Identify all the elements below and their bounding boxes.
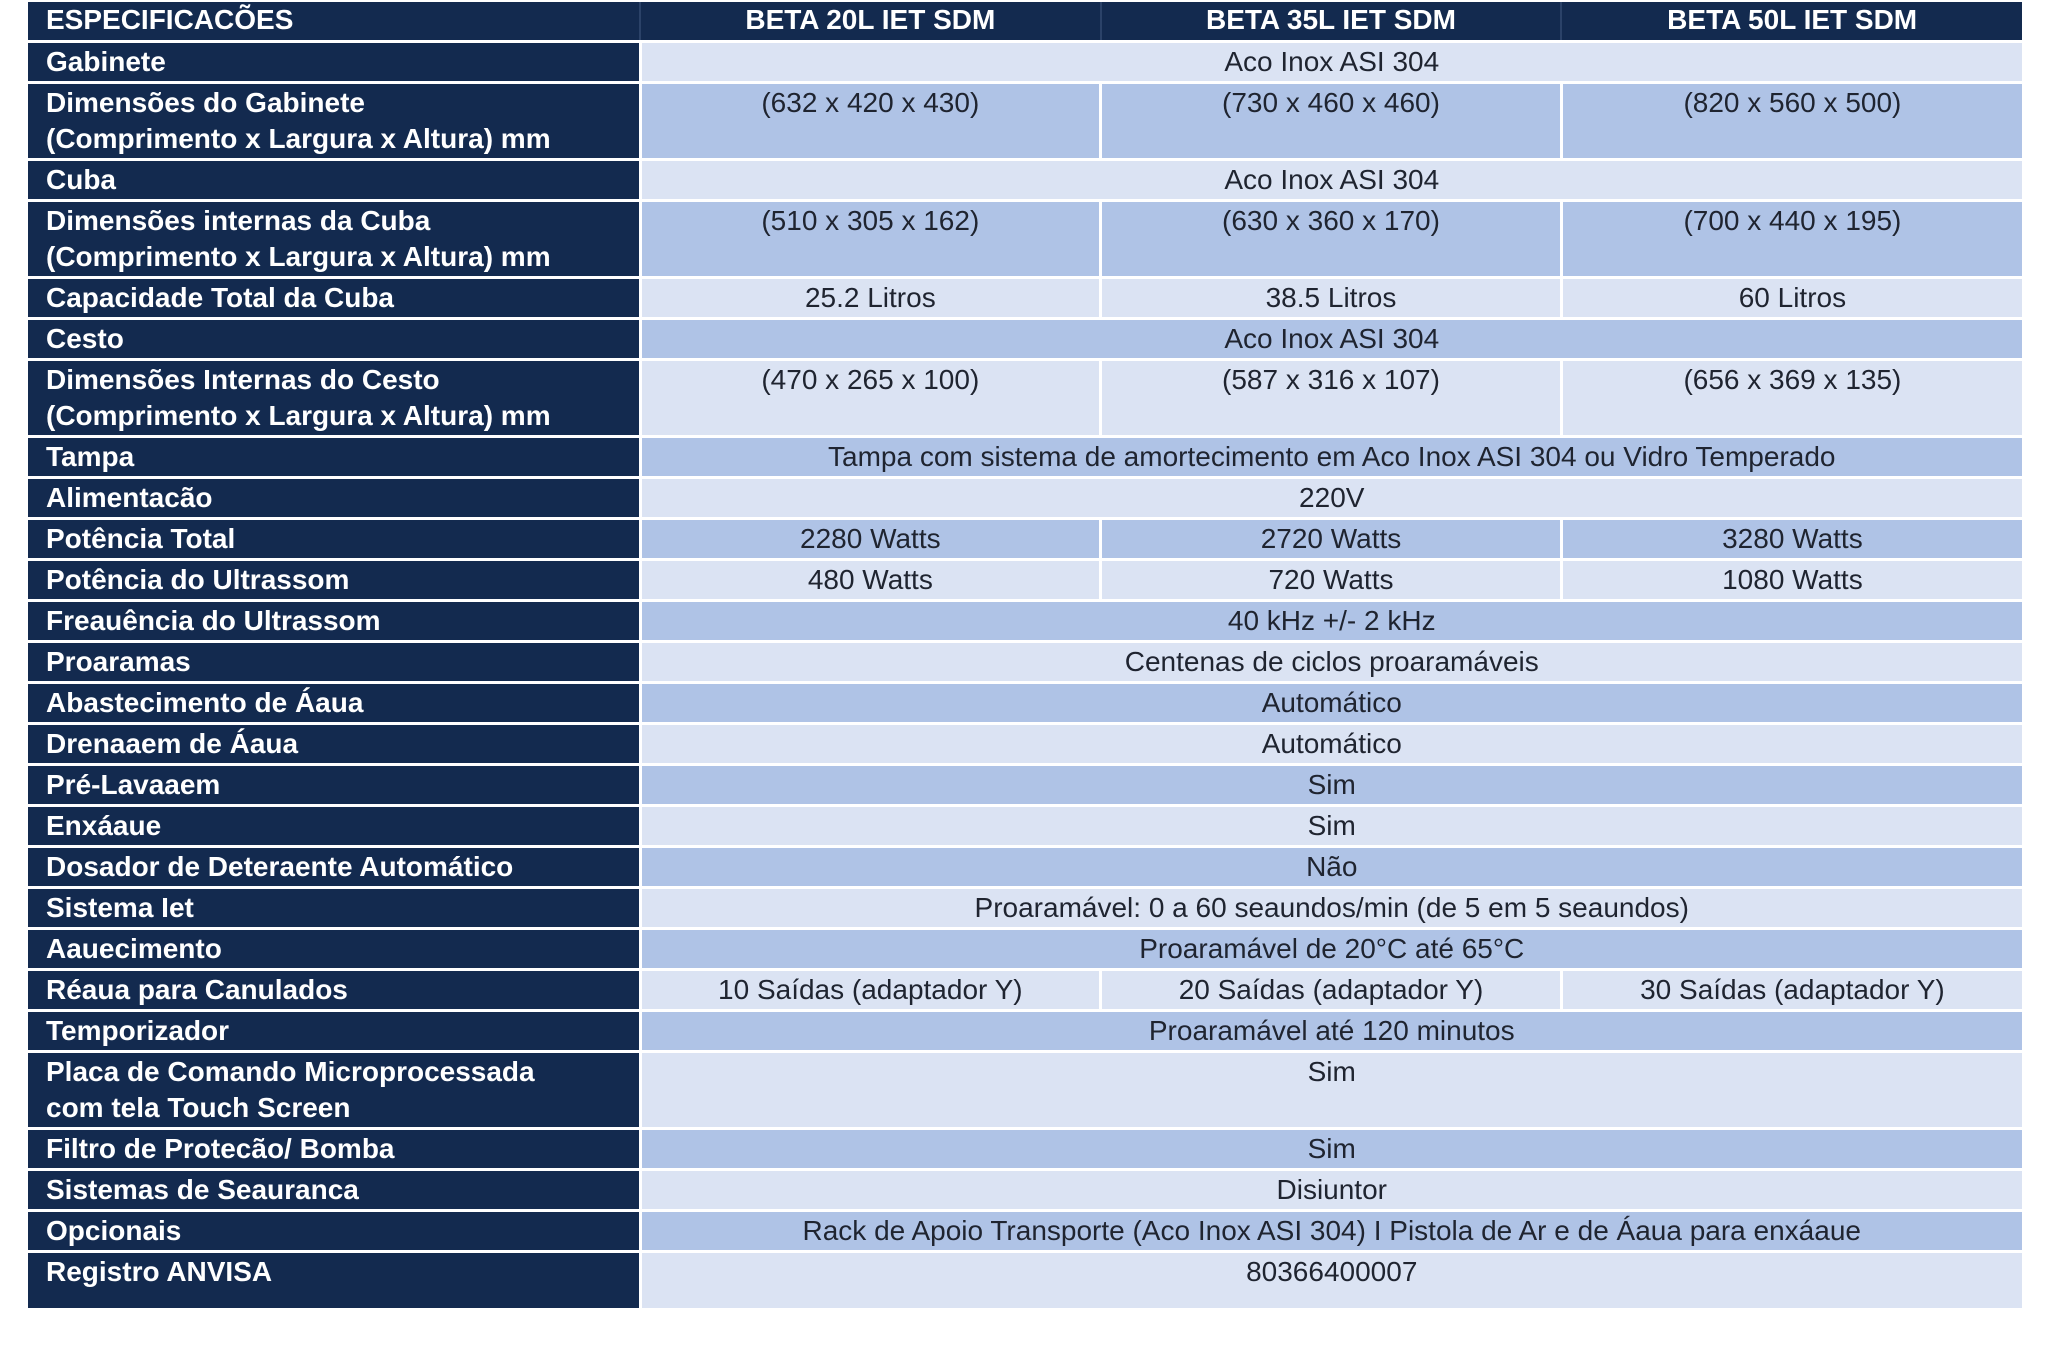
spec-value-model-2 bbox=[1101, 559, 1562, 600]
spec-label bbox=[28, 1010, 640, 1051]
spec-value-text: 3280 Watts bbox=[1722, 522, 1863, 554]
spec-value-all-models bbox=[640, 887, 2022, 928]
spec-value-text: 2280 Watts bbox=[800, 522, 941, 554]
spec-value-text: 2720 Watts bbox=[1260, 522, 1402, 554]
spec-value-text: Centenas de ciclos proaramáveis bbox=[1124, 645, 1539, 677]
spec-row bbox=[28, 559, 2022, 600]
spec-value-model-1 bbox=[640, 559, 1101, 600]
spec-row bbox=[28, 277, 2022, 318]
spec-value-all-models bbox=[640, 436, 2022, 477]
spec-value-model-3 bbox=[1561, 200, 2022, 277]
spec-row bbox=[28, 682, 2022, 723]
spec-value-model-1 bbox=[640, 969, 1101, 1010]
spec-row bbox=[28, 200, 2022, 277]
spec-label bbox=[28, 723, 640, 764]
spec-value-text: (820 x 560 x 500) bbox=[1683, 86, 1902, 118]
spec-value-model-3 bbox=[1561, 277, 2022, 318]
spec-value-model-3 bbox=[1561, 969, 2022, 1010]
spec-row bbox=[28, 318, 2022, 359]
spec-value-text: 40 kHz +/- 2 kHz bbox=[1227, 604, 1436, 636]
spec-label bbox=[28, 682, 640, 723]
spec-value-model-3 bbox=[1561, 559, 2022, 600]
spec-value-text: 480 Watts bbox=[807, 563, 933, 595]
spec-label-line: Filtro de Protecão/ Bomba bbox=[46, 1132, 395, 1164]
spec-value-text: Sim bbox=[1307, 1132, 1356, 1164]
spec-row bbox=[28, 41, 2022, 82]
spec-label bbox=[28, 1210, 640, 1251]
spec-label-line: Sistemas de Seauranca bbox=[46, 1173, 359, 1205]
spec-label-line: Enxáaue bbox=[46, 809, 162, 841]
spec-value-text: 720 Watts bbox=[1268, 563, 1394, 595]
spec-row bbox=[28, 969, 2022, 1010]
header-model-20l: BETA 20L IET SDM bbox=[640, 2, 1101, 41]
spec-label bbox=[28, 805, 640, 846]
spec-label-line: (Comprimento x Largura x Altura) mm bbox=[46, 122, 551, 154]
spec-label-line: com tela Touch Screen bbox=[46, 1091, 351, 1123]
header-row bbox=[28, 2, 2022, 41]
spec-value-all-models bbox=[640, 682, 2022, 723]
spec-value-all-models bbox=[640, 846, 2022, 887]
spec-value-text: Proaramável de 20°C até 65°C bbox=[1139, 932, 1525, 964]
spec-row bbox=[28, 805, 2022, 846]
spec-label-line: Alimentacão bbox=[46, 481, 213, 513]
spec-row bbox=[28, 1051, 2022, 1128]
spec-value-all-models bbox=[640, 1128, 2022, 1169]
spec-row bbox=[28, 641, 2022, 682]
header-model-35l: BETA 35L IET SDM bbox=[1101, 2, 1562, 41]
spec-value-model-2 bbox=[1101, 518, 1562, 559]
spec-row bbox=[28, 518, 2022, 559]
spec-value-model-1 bbox=[640, 277, 1101, 318]
spec-value-text: Disiuntor bbox=[1276, 1173, 1387, 1205]
spec-label-line: Gabinete bbox=[46, 45, 166, 77]
spec-label-line: Sistema Iet bbox=[46, 891, 194, 923]
spec-row bbox=[28, 846, 2022, 887]
spec-label-line: Capacidade Total da Cuba bbox=[46, 281, 394, 313]
spec-row bbox=[28, 764, 2022, 805]
spec-label bbox=[28, 200, 640, 277]
spec-label-line: Aauecimento bbox=[46, 932, 222, 964]
spec-value-text: Aco Inox ASI 304 bbox=[1224, 322, 1440, 354]
spec-value-text: 220V bbox=[1299, 481, 1365, 513]
spec-value-all-models bbox=[640, 318, 2022, 359]
spec-value-text: Sim bbox=[1307, 809, 1356, 841]
spec-row bbox=[28, 600, 2022, 641]
spec-value-text: Automático bbox=[1261, 686, 1402, 718]
spec-row bbox=[28, 928, 2022, 969]
spec-value-text: 1080 Watts bbox=[1722, 563, 1863, 595]
spec-label-line: Temporizador bbox=[46, 1014, 230, 1046]
spec-label-line: Freauência do Ultrassom bbox=[46, 604, 381, 636]
spec-value-all-models bbox=[640, 723, 2022, 764]
spec-value-model-2 bbox=[1101, 82, 1562, 159]
spec-value-all-models bbox=[640, 1169, 2022, 1210]
spec-value-text: Tampa com sistema de amortecimento em Aco Inox ASI 304 ou Vidro Temperado bbox=[828, 440, 1836, 472]
header-specifications: ESPECIFICACÕES bbox=[28, 2, 640, 41]
spec-row bbox=[28, 887, 2022, 928]
spec-label bbox=[28, 41, 640, 82]
spec-value-text: (510 x 305 x 162) bbox=[761, 204, 980, 236]
spec-value-text: Sim bbox=[1307, 768, 1356, 800]
spec-value-text: (470 x 265 x 100) bbox=[761, 363, 980, 395]
spec-label-line: Potência do Ultrassom bbox=[46, 563, 350, 595]
spec-label-line: Cuba bbox=[46, 163, 116, 195]
spec-label bbox=[28, 1251, 640, 1308]
spec-label bbox=[28, 82, 640, 159]
spec-value-text: 38.5 Litros bbox=[1265, 281, 1397, 313]
spec-label-line: (Comprimento x Largura x Altura) mm bbox=[46, 399, 551, 431]
spec-label bbox=[28, 277, 640, 318]
spec-value-text: (700 x 440 x 195) bbox=[1683, 204, 1902, 236]
spec-label-line: Cesto bbox=[46, 322, 124, 354]
spec-value-all-models bbox=[640, 1251, 2022, 1308]
spec-label-line: Registro ANVISA bbox=[46, 1255, 273, 1287]
spec-value-model-1 bbox=[640, 518, 1101, 559]
spec-row bbox=[28, 436, 2022, 477]
spec-value-all-models bbox=[640, 764, 2022, 805]
spec-value-text: 25.2 Litros bbox=[804, 281, 936, 313]
spec-value-text: Sim bbox=[1307, 1055, 1356, 1087]
spec-value-model-2 bbox=[1101, 969, 1562, 1010]
spec-label-line: Pré-Lavaaem bbox=[46, 768, 221, 800]
spec-label-line: Proaramas bbox=[46, 645, 191, 677]
spec-value-all-models bbox=[640, 159, 2022, 200]
spec-row bbox=[28, 82, 2022, 159]
spec-value-text: (630 x 360 x 170) bbox=[1222, 204, 1440, 236]
spec-label-line: Dimensões Internas do Cesto bbox=[46, 363, 440, 395]
spec-row bbox=[28, 159, 2022, 200]
spec-value-model-1 bbox=[640, 359, 1101, 436]
spec-label bbox=[28, 1169, 640, 1210]
spec-value-model-1 bbox=[640, 200, 1101, 277]
spec-value-all-models bbox=[640, 805, 2022, 846]
spec-row bbox=[28, 1128, 2022, 1169]
specifications-table bbox=[28, 2, 2022, 1308]
spec-label bbox=[28, 1051, 640, 1128]
spec-value-text: Automático bbox=[1261, 727, 1402, 759]
spec-value-text: 60 Litros bbox=[1738, 281, 1847, 313]
spec-label bbox=[28, 928, 640, 969]
spec-label bbox=[28, 436, 640, 477]
spec-label bbox=[28, 318, 640, 359]
spec-row bbox=[28, 477, 2022, 518]
spec-value-text: 10 Saídas (adaptador Y) bbox=[718, 973, 1023, 1005]
spec-value-text: (632 x 420 x 430) bbox=[761, 86, 980, 118]
spec-row bbox=[28, 1251, 2022, 1308]
spec-label-line: Opcionais bbox=[46, 1214, 182, 1246]
spec-label-line: Potência Total bbox=[46, 522, 236, 554]
spec-value-text: (730 x 460 x 460) bbox=[1222, 86, 1440, 118]
spec-value-text: (656 x 369 x 135) bbox=[1683, 363, 1902, 395]
spec-value-text: Aco Inox ASI 304 bbox=[1224, 163, 1440, 195]
spec-label-line: Réaua para Canulados bbox=[46, 973, 348, 1005]
spec-label bbox=[28, 477, 640, 518]
spec-label-line: Abastecimento de Áaua bbox=[46, 686, 364, 718]
spec-label bbox=[28, 559, 640, 600]
spec-row bbox=[28, 1169, 2022, 1210]
spec-value-all-models bbox=[640, 1051, 2022, 1128]
spec-value-model-2 bbox=[1101, 277, 1562, 318]
spec-value-all-models bbox=[640, 1210, 2022, 1251]
spec-value-text: Rack de Apoio Transporte (Aco Inox ASI 304) I Pistola de Ar e de Áaua para enxáaue bbox=[802, 1214, 1861, 1246]
spec-value-all-models bbox=[640, 41, 2022, 82]
spec-label bbox=[28, 846, 640, 887]
spec-label bbox=[28, 969, 640, 1010]
spec-value-all-models bbox=[640, 477, 2022, 518]
spec-value-all-models bbox=[640, 641, 2022, 682]
spec-row bbox=[28, 1010, 2022, 1051]
spec-value-model-3 bbox=[1561, 359, 2022, 436]
spec-value-text: 80366400007 bbox=[1246, 1255, 1418, 1287]
spec-label-line: (Comprimento x Largura x Altura) mm bbox=[46, 240, 551, 272]
spec-label bbox=[28, 518, 640, 559]
spec-row bbox=[28, 359, 2022, 436]
spec-label bbox=[28, 359, 640, 436]
specifications-body bbox=[28, 41, 2022, 1308]
spec-value-model-3 bbox=[1561, 82, 2022, 159]
spec-value-text: Proaramável até 120 minutos bbox=[1148, 1014, 1515, 1046]
spec-value-all-models bbox=[640, 600, 2022, 641]
spec-value-text: Proaramável: 0 a 60 seaundos/min (de 5 em 5 seaundos) bbox=[974, 891, 1689, 923]
spec-value-all-models bbox=[640, 1010, 2022, 1051]
spec-label-line: Placa de Comando Microprocessada bbox=[46, 1055, 535, 1087]
header-model-50l: BETA 50L IET SDM bbox=[1561, 2, 2022, 41]
spec-row bbox=[28, 1210, 2022, 1251]
spec-value-model-1 bbox=[640, 82, 1101, 159]
spec-label-line: Tampa bbox=[46, 440, 135, 472]
spec-label-line: Dosador de Deteraente Automático bbox=[46, 850, 514, 882]
spec-label bbox=[28, 159, 640, 200]
spec-value-text: Não bbox=[1306, 850, 1358, 882]
spec-value-text: 20 Saídas (adaptador Y) bbox=[1178, 973, 1484, 1005]
spec-value-model-3 bbox=[1561, 518, 2022, 559]
spec-value-model-2 bbox=[1101, 200, 1562, 277]
spec-value-text: Aco Inox ASI 304 bbox=[1224, 45, 1440, 77]
spec-label-line: Dimensões do Gabinete bbox=[46, 86, 365, 118]
spec-value-all-models bbox=[640, 928, 2022, 969]
spec-row bbox=[28, 723, 2022, 764]
spec-label-line: Drenaaem de Áaua bbox=[46, 727, 299, 759]
spec-value-text: (587 x 316 x 107) bbox=[1222, 363, 1440, 395]
spec-label-line: Dimensões internas da Cuba bbox=[46, 204, 431, 236]
spec-label bbox=[28, 887, 640, 928]
spec-value-model-2 bbox=[1101, 359, 1562, 436]
spec-label bbox=[28, 641, 640, 682]
spec-label bbox=[28, 1128, 640, 1169]
spec-label bbox=[28, 764, 640, 805]
spec-label bbox=[28, 600, 640, 641]
spec-value-text: 30 Saídas (adaptador Y) bbox=[1640, 973, 1945, 1005]
